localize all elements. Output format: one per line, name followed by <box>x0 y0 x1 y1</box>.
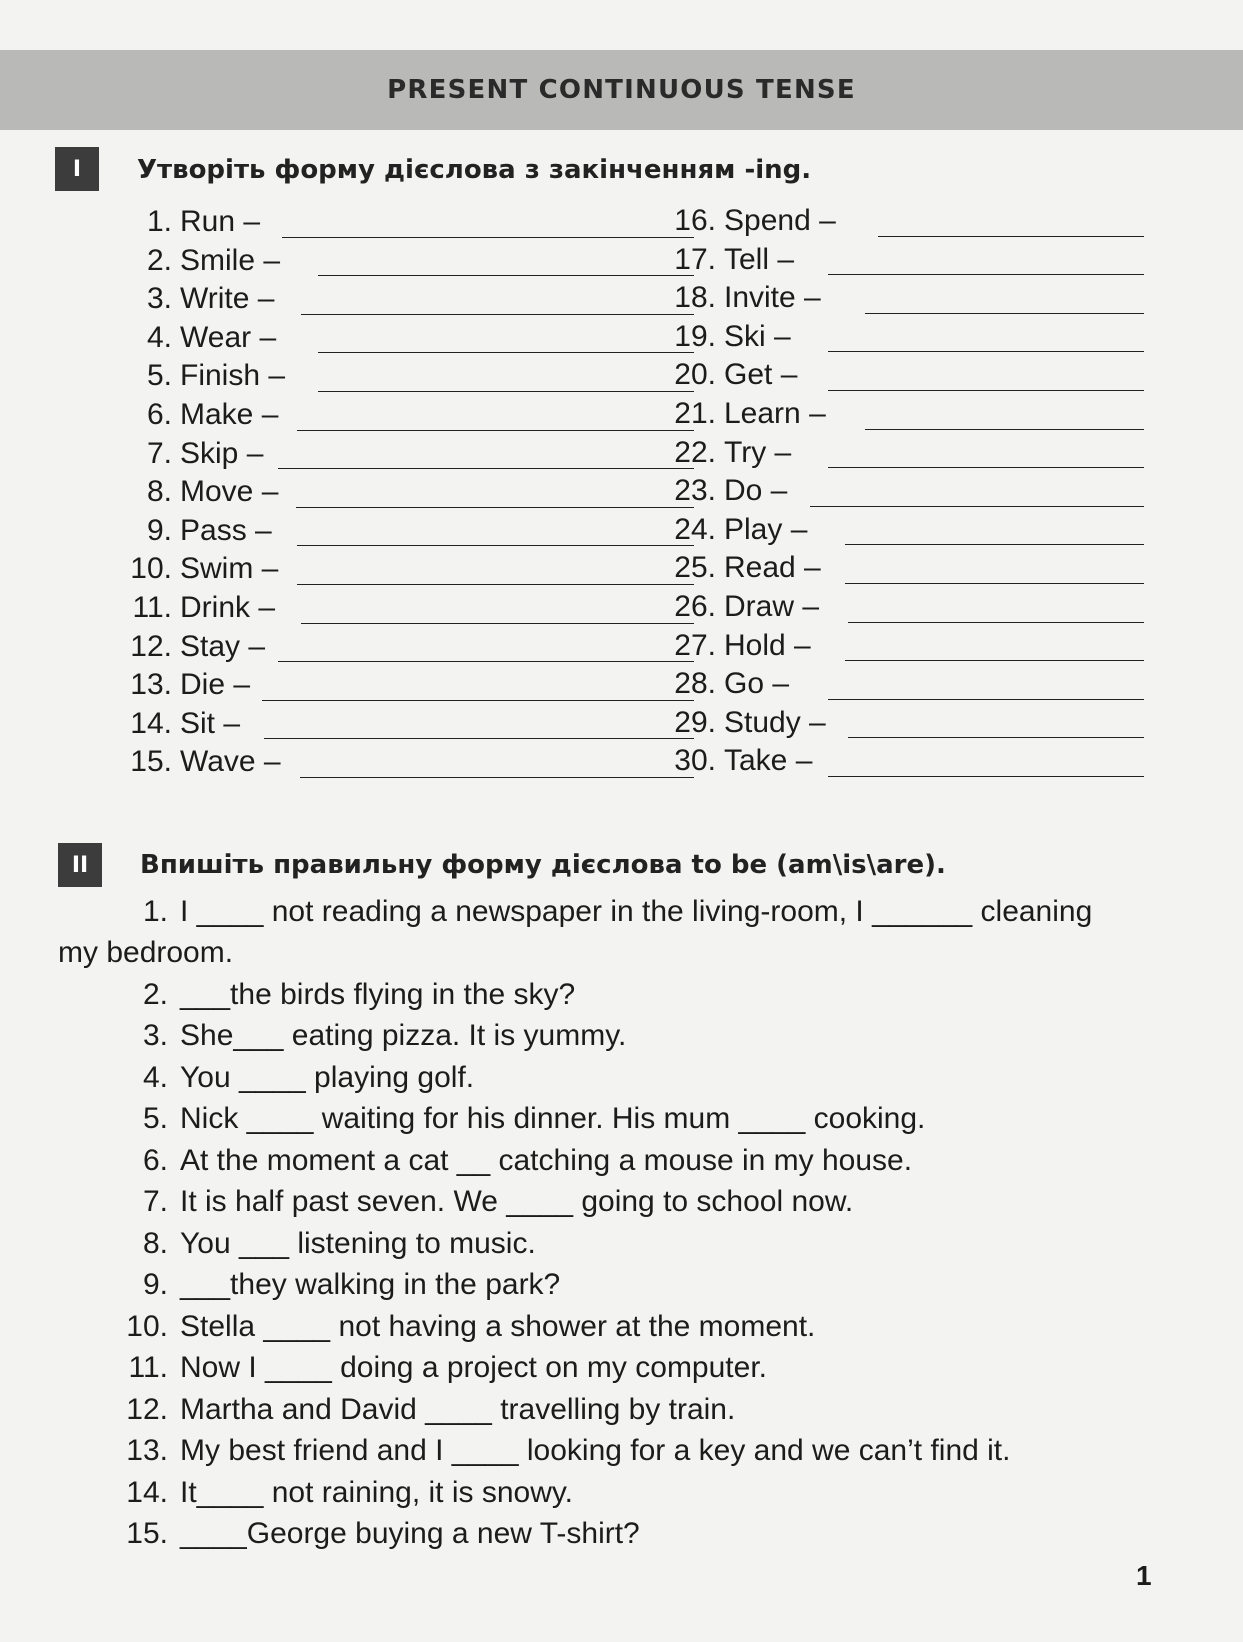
verb-item-17: 17. Tell – <box>660 241 836 280</box>
section-1-title: Утворіть форму дієслова з закінченням -ing. <box>137 155 812 185</box>
answer-line[interactable] <box>848 737 1144 738</box>
exercise-item-3: 3. She___ eating pizza. It is yummy. <box>142 1019 627 1052</box>
verb-item-2: 2. Smile – <box>112 242 285 281</box>
answer-line[interactable] <box>297 430 694 431</box>
answer-line[interactable] <box>300 777 694 778</box>
verb-item-15: 15. Wave – <box>112 743 285 782</box>
exercise-item-2: 2. ___the birds flying in the sky? <box>142 978 576 1011</box>
verb-item-26: 26. Draw – <box>660 588 836 627</box>
answer-line[interactable] <box>297 584 694 585</box>
exercise-item-11: 11. Now I ____ doing a project on my computer. <box>128 1351 767 1384</box>
verb-item-21: 21. Learn – <box>660 395 836 434</box>
answer-line[interactable] <box>318 352 694 353</box>
answer-line[interactable] <box>278 661 694 662</box>
verb-item-9: 9. Pass – <box>112 512 285 551</box>
exercise-item-7: 7. It is half past seven. We ____ going to school now. <box>142 1185 854 1218</box>
answer-line[interactable] <box>828 467 1144 468</box>
exercise-item-8: 8. You ___ listening to music. <box>142 1227 536 1260</box>
answer-line[interactable] <box>296 507 694 508</box>
exercise-item-13: 13. My best friend and I ____ looking for a key and we can’t find it. <box>126 1434 1011 1467</box>
verb-item-28: 28. Go – <box>660 665 836 704</box>
verb-item-25: 25. Read – <box>660 549 836 588</box>
answer-line[interactable] <box>297 545 694 546</box>
answer-line[interactable] <box>828 351 1144 352</box>
exercise-item-1: 1. I ____ not reading a newspaper in the living-room, I ______ cleaning <box>142 895 1093 928</box>
exercise-item-10: 10. Stella ____ not having a shower at the moment. <box>126 1310 816 1343</box>
verb-item-30: 30. Take – <box>660 742 836 781</box>
verb-item-19: 19. Ski – <box>660 318 836 357</box>
verb-list-left <box>112 203 285 782</box>
verb-item-23: 23. Do – <box>660 472 836 511</box>
section-2-title: Впишіть правильну форму дієслова to be (am\is\are). <box>140 850 946 880</box>
verb-item-18: 18. Invite – <box>660 279 836 318</box>
exercise-item-15: 15. ____George buying a new T-shirt? <box>126 1517 640 1550</box>
exercise-item-14: 14. It____ not raining, it is snowy. <box>126 1476 573 1509</box>
answer-line[interactable] <box>865 313 1144 314</box>
answer-line[interactable] <box>318 391 694 392</box>
verb-item-12: 12. Stay – <box>112 628 285 667</box>
verb-item-1: 1. Run – <box>112 203 285 242</box>
exercise-item-9: 9. ___they walking in the park? <box>142 1268 561 1301</box>
verb-item-4: 4. Wear – <box>112 319 285 358</box>
answer-line[interactable] <box>828 776 1144 777</box>
verb-item-6: 6. Make – <box>112 396 285 435</box>
answer-line[interactable] <box>301 314 694 315</box>
verb-item-11: 11. Drink – <box>112 589 285 628</box>
answer-line[interactable] <box>845 544 1144 545</box>
answer-line[interactable] <box>828 699 1144 700</box>
answer-line[interactable] <box>865 429 1144 430</box>
answer-line[interactable] <box>318 275 694 276</box>
verb-item-22: 22. Try – <box>660 434 836 473</box>
verb-list-right <box>660 202 836 781</box>
verb-item-14: 14. Sit – <box>112 705 285 744</box>
answer-line[interactable] <box>262 700 694 701</box>
answer-line[interactable] <box>828 274 1144 275</box>
answer-line[interactable] <box>845 660 1144 661</box>
exercise-item-5: 5. Nick ____ waiting for his dinner. His mum ____ cooking. <box>142 1102 926 1135</box>
verb-item-10: 10. Swim – <box>112 550 285 589</box>
section-1-badge: I <box>55 147 99 191</box>
verb-item-16: 16. Spend – <box>660 202 836 241</box>
verb-item-3: 3. Write – <box>112 280 285 319</box>
answer-line[interactable] <box>848 622 1144 623</box>
verb-item-27: 27. Hold – <box>660 627 836 666</box>
exercise-item-6: 6. At the moment a cat __ catching a mouse in my house. <box>142 1144 913 1177</box>
verb-item-8: 8. Move – <box>112 473 285 512</box>
answer-line[interactable] <box>264 738 694 739</box>
page-title: PRESENT CONTINUOUS TENSE <box>387 75 856 105</box>
exercise-item-12: 12. Martha and David ____ travelling by train. <box>126 1393 736 1426</box>
verb-item-7: 7. Skip – <box>112 435 285 474</box>
answer-line[interactable] <box>301 623 694 624</box>
answer-line[interactable] <box>278 468 694 469</box>
verb-item-13: 13. Die – <box>112 666 285 705</box>
verb-item-29: 29. Study – <box>660 704 836 743</box>
verb-item-20: 20. Get – <box>660 356 836 395</box>
section-2-badge: II <box>58 843 102 887</box>
verb-item-5: 5. Finish – <box>112 357 285 396</box>
answer-line[interactable] <box>828 390 1144 391</box>
answer-line[interactable] <box>282 237 694 238</box>
answer-line[interactable] <box>810 506 1144 507</box>
page-number: 1 <box>1136 1560 1152 1591</box>
verb-item-24: 24. Play – <box>660 511 836 550</box>
answer-line[interactable] <box>878 236 1144 237</box>
answer-line[interactable] <box>845 583 1144 584</box>
exercise-item-1-cont: my bedroom. <box>58 936 234 969</box>
exercise-item-4: 4. You ____ playing golf. <box>142 1061 475 1094</box>
